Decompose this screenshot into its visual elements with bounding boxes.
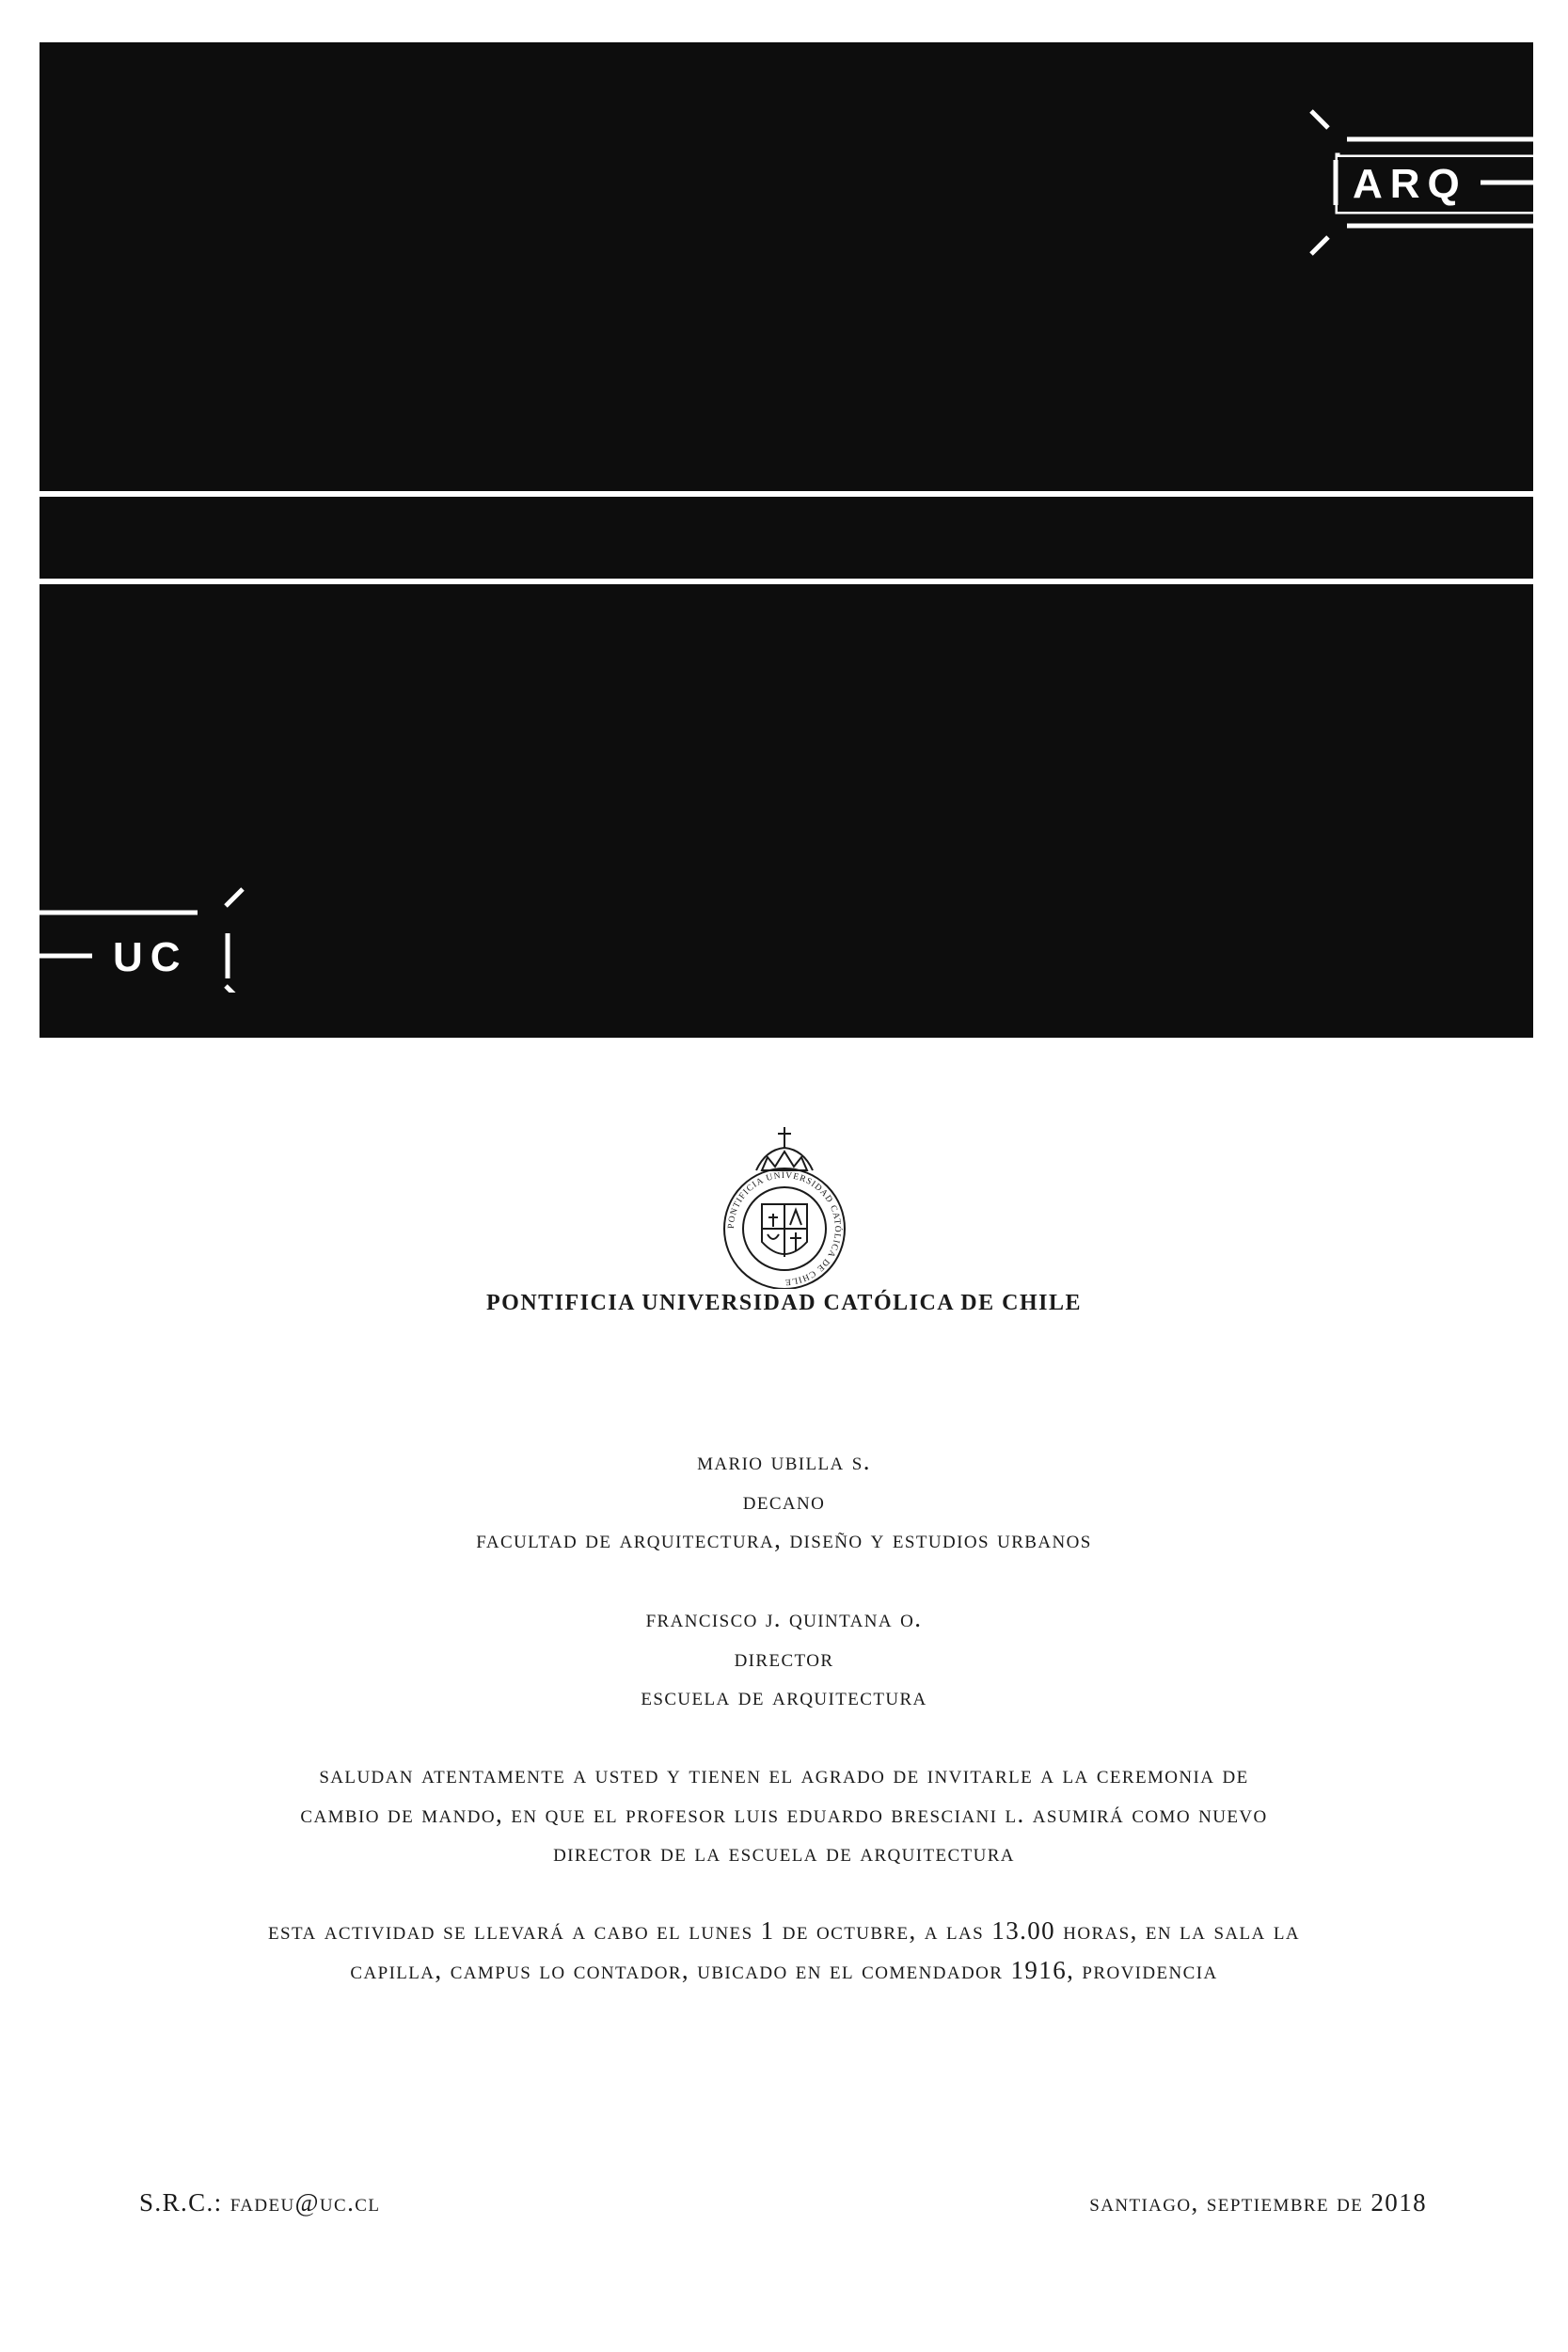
banner-divider-bottom (40, 579, 1533, 584)
arq-logo-icon (1291, 94, 1533, 263)
uc-logo-icon (40, 851, 284, 993)
invitation-line: cambio de mando, en que el profesor luis eduardo bresciani l. asumirá como nuevo (300, 1799, 1268, 1828)
dean-title: decano (742, 1486, 826, 1515)
activity-line: capilla, campus lo contador, ubicado en el comendador 1916, providencia (350, 1955, 1218, 1984)
invitation-line: director de la escuela de arquitectura (553, 1838, 1015, 1867)
faculty-name: facultad de arquitectura, diseño y estudios urbanos (476, 1525, 1092, 1553)
invitation-paragraph (0, 1756, 1568, 1873)
dean-block (0, 1442, 1568, 1560)
university-name: PONTIFICIA UNIVERSIDAD CATÓLICA DE CHILE (486, 1291, 1082, 1315)
university-seal-icon (719, 1101, 850, 1289)
arq-logo-text: ARQ (1353, 161, 1467, 207)
school-name: escuela de arquitectura (641, 1682, 927, 1710)
rsvp-contact: S.R.C.: fadeu@uc.cl (139, 2188, 381, 2217)
activity-line: esta actividad se llevará a cabo el lunes 1 de octubre, a las 13.00 horas, en la sala la (268, 1916, 1300, 1945)
dean-name: mario ubilla s. (697, 1447, 871, 1475)
director-title: director (734, 1643, 834, 1672)
place-and-date: santiago, septiembre de 2018 (1089, 2188, 1427, 2217)
director-name: francisco j. quintana o. (645, 1604, 923, 1632)
uc-logo-text: UC (113, 934, 188, 980)
activity-paragraph (0, 1912, 1568, 1990)
seal-ring-text: PONTIFICIA UNIVERSIDAD CATÓLICA DE CHILE (726, 1170, 843, 1287)
header-banner (40, 42, 1533, 1038)
director-block (0, 1599, 1568, 1717)
invitation-line: saludan atentamente a usted y tienen el agrado de invitarle a la ceremonia de (319, 1760, 1249, 1788)
banner-divider-top (40, 491, 1533, 497)
